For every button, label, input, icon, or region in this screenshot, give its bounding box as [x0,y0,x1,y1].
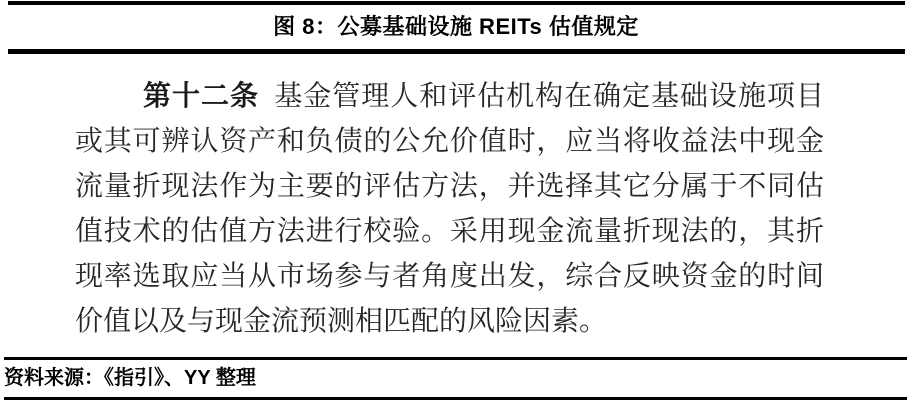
source-row [4,360,904,397]
body-line: 流量折现法作为主要的评估方法，并选择其它分属于不同估 [75,169,824,202]
body-line: 值技术的估值方法进行校验。采用现金流量折现法的，其折 [75,214,824,247]
body-line: 或其可辨认资产和负债的公允价值时，应当将收益法中现金 [75,124,824,157]
body-line: 现率选取应当从市场参与者角度出发，综合反映资金的时间 [75,259,824,292]
body-line-text: 基金管理人和评估机构在确定基础设施项目 [274,79,824,112]
source-bottom-rule [4,397,907,400]
clause-label: 第十二条 [143,79,259,112]
body-line: 价值以及与现金流预测相匹配的风险因素。 [75,304,608,337]
title-bottom-rule [8,49,905,54]
source-label: 资料来源：《指引》、YY 整理 [4,367,256,389]
figure-title: 图 8：公募基础设施 REITs 估值规定 [273,14,639,39]
body-line [75,73,824,118]
regulation-paragraph [75,73,824,343]
